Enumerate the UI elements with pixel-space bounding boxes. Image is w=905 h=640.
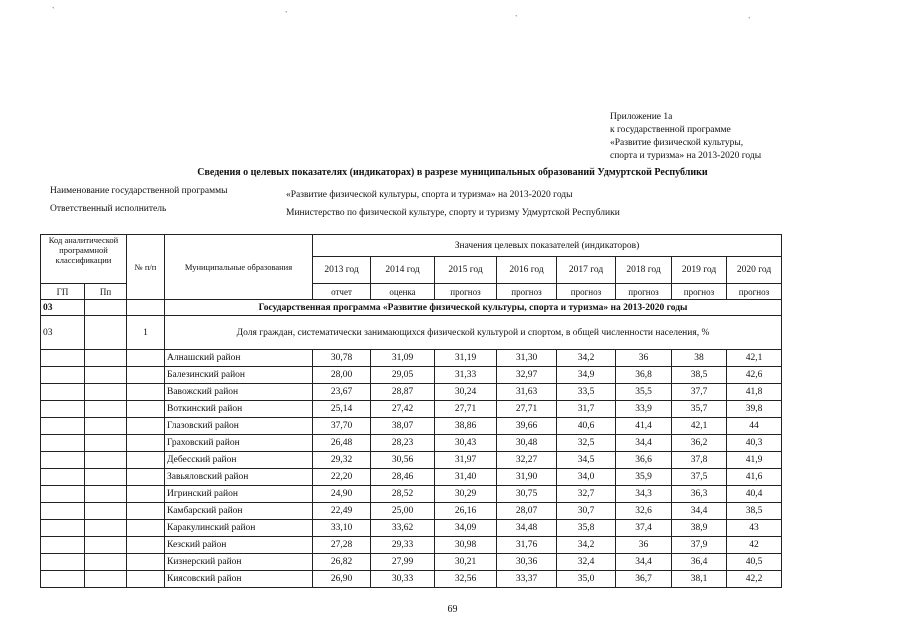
indicator-value: 37,7 [672, 384, 727, 401]
indicator-value: 31,76 [497, 537, 557, 554]
indicator-value: 35,5 [616, 384, 672, 401]
indicator-value: 34,4 [616, 435, 672, 452]
indicator-value: 27,99 [371, 554, 435, 571]
indicator-value: 36 [616, 350, 672, 367]
municipality-name: Воткинский район [165, 401, 313, 418]
header-year: 2019 год [672, 257, 727, 284]
header-status: прогноз [672, 284, 727, 300]
indicator-value: 28,46 [371, 469, 435, 486]
empty-code-cell [85, 571, 127, 588]
indicator-value: 35,0 [557, 571, 616, 588]
indicator-value: 23,67 [313, 384, 371, 401]
indicator-value: 36,2 [672, 435, 727, 452]
indicator-value: 41,4 [616, 418, 672, 435]
indicator-value: 34,2 [557, 350, 616, 367]
header-status: прогноз [497, 284, 557, 300]
page-number: 69 [447, 604, 458, 615]
empty-code-cell [85, 401, 127, 418]
indicator-value: 30,98 [435, 537, 497, 554]
indicator-value: 44 [727, 418, 782, 435]
annex-line: Приложение 1а [610, 112, 673, 122]
empty-code-cell [127, 367, 165, 384]
indicator-value: 30,75 [497, 486, 557, 503]
header-year: 2015 год [435, 257, 497, 284]
indicator-value: 36,6 [616, 452, 672, 469]
indicator-value: 31,30 [497, 350, 557, 367]
empty-code-cell [41, 537, 85, 554]
empty-code-cell [127, 350, 165, 367]
header-status: оценка [371, 284, 435, 300]
indicator-value: 38,1 [672, 571, 727, 588]
indicator-gp-code: 03 [41, 316, 85, 350]
indicator-value: 32,97 [497, 367, 557, 384]
header-year: 2018 год [616, 257, 672, 284]
indicator-value: 40,3 [727, 435, 782, 452]
indicator-value: 22,20 [313, 469, 371, 486]
header-status: отчет [313, 284, 371, 300]
empty-code-cell [127, 520, 165, 537]
municipality-name: Глазовский район [165, 418, 313, 435]
empty-code-cell [127, 571, 165, 588]
empty-code-cell [41, 520, 85, 537]
document-title: Сведения о целевых показателях (индикаторах) в разрезе муниципальных образований Удмуртской Республики [197, 167, 708, 178]
empty-code-cell [127, 452, 165, 469]
indicator-value: 35,8 [557, 520, 616, 537]
header-status: прогноз [557, 284, 616, 300]
indicator-value: 25,00 [371, 503, 435, 520]
municipality-name: Граховский район [165, 435, 313, 452]
indicator-value: 34,09 [435, 520, 497, 537]
indicator-value: 29,05 [371, 367, 435, 384]
indicator-value: 30,48 [497, 435, 557, 452]
empty-code-cell [41, 435, 85, 452]
indicator-value: 34,4 [616, 554, 672, 571]
program-number [127, 300, 165, 316]
header-gp: ГП [41, 284, 85, 300]
indicator-title: Доля граждан, систематически занимающихся физической культурой и спортом, в общей численности населения, % [165, 316, 782, 350]
empty-code-cell [41, 571, 85, 588]
indicator-value: 30,56 [371, 452, 435, 469]
municipality-name: Каракулинский район [165, 520, 313, 537]
empty-code-cell [127, 469, 165, 486]
empty-code-cell [127, 537, 165, 554]
indicator-value: 36,8 [616, 367, 672, 384]
indicator-value: 34,0 [557, 469, 616, 486]
program-gp-code: 03 [41, 300, 85, 316]
program-label: Наименование государственной программы [50, 186, 228, 196]
indicator-pp-code [85, 316, 127, 350]
indicator-value: 42,2 [727, 571, 782, 588]
indicator-value: 32,6 [616, 503, 672, 520]
municipality-name: Вавожский район [165, 384, 313, 401]
empty-code-cell [41, 367, 85, 384]
indicator-value: 30,78 [313, 350, 371, 367]
indicator-value: 36,3 [672, 486, 727, 503]
indicator-value: 36 [616, 537, 672, 554]
indicator-value: 38,07 [371, 418, 435, 435]
empty-code-cell [127, 435, 165, 452]
table-row [41, 554, 782, 571]
indicator-value: 35,7 [672, 401, 727, 418]
empty-code-cell [127, 418, 165, 435]
table-row [41, 520, 782, 537]
indicator-value: 31,09 [371, 350, 435, 367]
empty-code-cell [41, 350, 85, 367]
indicator-value: 38,5 [727, 503, 782, 520]
header-year: 2017 год [557, 257, 616, 284]
indicators-table [40, 234, 782, 588]
indicator-value: 41,9 [727, 452, 782, 469]
indicator-value: 29,33 [371, 537, 435, 554]
table-row [41, 537, 782, 554]
indicator-value: 24,90 [313, 486, 371, 503]
empty-code-cell [127, 401, 165, 418]
header-code: Код аналитической программной классификации [41, 235, 127, 284]
empty-code-cell [85, 520, 127, 537]
header-number: № п/п [127, 235, 165, 300]
empty-code-cell [41, 401, 85, 418]
indicator-value: 26,82 [313, 554, 371, 571]
municipality-name: Алнашский район [165, 350, 313, 367]
indicator-value: 31,63 [497, 384, 557, 401]
indicator-value: 31,7 [557, 401, 616, 418]
indicator-value: 41,8 [727, 384, 782, 401]
indicator-value: 31,90 [497, 469, 557, 486]
empty-code-cell [41, 384, 85, 401]
indicator-value: 40,5 [727, 554, 782, 571]
scan-mark: ` [52, 6, 55, 15]
indicator-value: 33,37 [497, 571, 557, 588]
table-row [41, 571, 782, 588]
annex-block [610, 111, 761, 163]
header-values-group: Значения целевых показателей (индикаторов) [313, 235, 782, 257]
header-pp: Пп [85, 284, 127, 300]
table-row [41, 367, 782, 384]
indicator-value: 29,32 [313, 452, 371, 469]
executor-label: Ответственный исполнитель [50, 204, 167, 214]
indicator-value: 37,9 [672, 537, 727, 554]
header-year: 2014 год [371, 257, 435, 284]
indicator-value: 34,48 [497, 520, 557, 537]
indicator-value: 32,4 [557, 554, 616, 571]
indicator-value: 30,33 [371, 571, 435, 588]
indicator-value: 32,7 [557, 486, 616, 503]
header-status: прогноз [435, 284, 497, 300]
indicator-value: 25,14 [313, 401, 371, 418]
indicator-value: 38,5 [672, 367, 727, 384]
indicator-value: 37,4 [616, 520, 672, 537]
municipality-rows [41, 350, 782, 588]
executor-value: Министерство по физической культуре, спорту и туризму Удмуртской Республики [286, 208, 620, 218]
table-row [41, 486, 782, 503]
municipality-name: Кезский район [165, 537, 313, 554]
empty-code-cell [41, 469, 85, 486]
indicator-value: 34,4 [672, 503, 727, 520]
indicator-value: 33,9 [616, 401, 672, 418]
indicator-value: 30,21 [435, 554, 497, 571]
indicator-value: 36,4 [672, 554, 727, 571]
empty-code-cell [85, 554, 127, 571]
empty-code-cell [85, 537, 127, 554]
indicator-value: 34,9 [557, 367, 616, 384]
municipality-name: Балезинский район [165, 367, 313, 384]
indicator-value: 27,71 [497, 401, 557, 418]
indicator-value: 31,97 [435, 452, 497, 469]
indicator-value: 38 [672, 350, 727, 367]
indicator-value: 35,9 [616, 469, 672, 486]
indicator-value: 26,90 [313, 571, 371, 588]
indicator-value: 34,3 [616, 486, 672, 503]
municipality-name: Кизнерский район [165, 554, 313, 571]
indicator-value: 30,43 [435, 435, 497, 452]
indicator-value: 38,9 [672, 520, 727, 537]
empty-code-cell [127, 486, 165, 503]
empty-code-cell [85, 418, 127, 435]
empty-code-cell [127, 384, 165, 401]
empty-code-cell [41, 503, 85, 520]
indicator-value: 39,66 [497, 418, 557, 435]
table-row [41, 401, 782, 418]
empty-code-cell [85, 350, 127, 367]
indicator-value: 32,5 [557, 435, 616, 452]
empty-code-cell [85, 469, 127, 486]
indicator-value: 33,62 [371, 520, 435, 537]
empty-code-cell [85, 503, 127, 520]
indicator-value: 37,5 [672, 469, 727, 486]
empty-code-cell [85, 452, 127, 469]
annex-line: «Развитие физической культуры, [610, 138, 744, 148]
header-year: 2020 год [727, 257, 782, 284]
empty-code-cell [85, 486, 127, 503]
indicator-number: 1 [127, 316, 165, 350]
indicator-value: 37,70 [313, 418, 371, 435]
header-status: прогноз [616, 284, 672, 300]
indicator-value: 38,86 [435, 418, 497, 435]
indicator-value: 28,87 [371, 384, 435, 401]
scan-mark: ` [285, 10, 288, 19]
scan-mark: ` [748, 16, 751, 25]
indicator-value: 28,52 [371, 486, 435, 503]
table-row [41, 350, 782, 367]
table-row [41, 503, 782, 520]
indicator-value: 42,1 [672, 418, 727, 435]
table-row [41, 418, 782, 435]
indicator-value: 42,6 [727, 367, 782, 384]
indicator-value: 33,10 [313, 520, 371, 537]
municipality-name: Киясовский район [165, 571, 313, 588]
indicator-value: 28,00 [313, 367, 371, 384]
table-row [41, 452, 782, 469]
indicator-value: 27,71 [435, 401, 497, 418]
empty-code-cell [41, 486, 85, 503]
indicator-value: 30,24 [435, 384, 497, 401]
header-status: прогноз [727, 284, 782, 300]
indicator-value: 36,7 [616, 571, 672, 588]
indicator-value: 28,23 [371, 435, 435, 452]
empty-code-cell [85, 435, 127, 452]
indicator-value: 30,36 [497, 554, 557, 571]
indicator-value: 40,6 [557, 418, 616, 435]
empty-code-cell [127, 503, 165, 520]
empty-code-cell [41, 418, 85, 435]
empty-code-cell [41, 452, 85, 469]
empty-code-cell [41, 554, 85, 571]
indicator-value: 30,7 [557, 503, 616, 520]
table-row [41, 435, 782, 452]
program-pp-code [85, 300, 127, 316]
municipality-name: Камбарский район [165, 503, 313, 520]
table-row [41, 469, 782, 486]
program-row-title: Государственная программа «Развитие физической культуры, спорта и туризма» на 2013-2020 годы [165, 300, 782, 316]
indicator-value: 26,16 [435, 503, 497, 520]
indicator-value: 37,8 [672, 452, 727, 469]
table-row [41, 384, 782, 401]
empty-code-cell [85, 384, 127, 401]
header-municipality: Муниципальные образования [165, 235, 313, 300]
indicator-value: 33,5 [557, 384, 616, 401]
program-value: «Развитие физической культуры, спорта и туризма» на 2013-2020 годы [286, 190, 573, 200]
indicator-value: 28,07 [497, 503, 557, 520]
header-year: 2016 год [497, 257, 557, 284]
empty-code-cell [127, 554, 165, 571]
indicator-value: 34,2 [557, 537, 616, 554]
empty-code-cell [85, 367, 127, 384]
indicator-value: 32,27 [497, 452, 557, 469]
header-year: 2013 год [313, 257, 371, 284]
indicator-value: 30,29 [435, 486, 497, 503]
indicator-value: 42,1 [727, 350, 782, 367]
annex-line: к государственной программе [610, 125, 731, 135]
indicator-value: 32,56 [435, 571, 497, 588]
annex-line: спорта и туризма» на 2013-2020 годы [610, 151, 762, 161]
municipality-name: Дебесский район [165, 452, 313, 469]
scan-mark: ` [515, 14, 518, 23]
indicator-value: 31,19 [435, 350, 497, 367]
indicator-value: 34,5 [557, 452, 616, 469]
indicator-value: 41,6 [727, 469, 782, 486]
indicator-value: 42 [727, 537, 782, 554]
indicator-value: 27,42 [371, 401, 435, 418]
municipality-name: Игринский район [165, 486, 313, 503]
indicator-value: 31,33 [435, 367, 497, 384]
municipality-name: Завьяловский район [165, 469, 313, 486]
indicator-value: 27,28 [313, 537, 371, 554]
indicator-value: 39,8 [727, 401, 782, 418]
indicator-value: 31,40 [435, 469, 497, 486]
indicator-value: 26,48 [313, 435, 371, 452]
indicator-value: 43 [727, 520, 782, 537]
indicator-value: 40,4 [727, 486, 782, 503]
indicator-value: 22,49 [313, 503, 371, 520]
